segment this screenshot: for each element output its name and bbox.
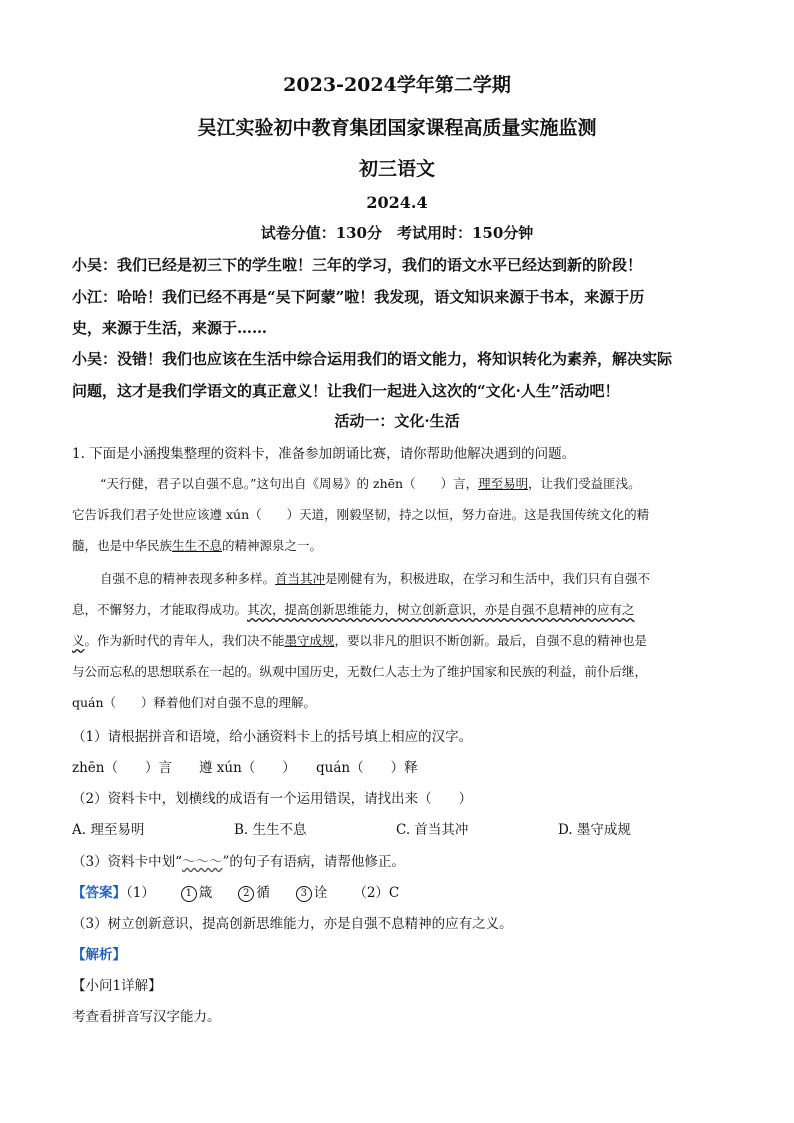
intro-line-1: 小吴：我们已经是初三下的学生啦！三年的学习，我们的语文水平已经达到新的阶段！ — [72, 256, 643, 274]
intro-line-3: 史，来源于生活，来源于…… — [72, 319, 268, 337]
wavy-line-mark: ～～～ — [182, 854, 223, 870]
option-d: D. 墨守成规 — [558, 822, 631, 838]
subject-title: 初三语文 — [358, 158, 435, 180]
option-c: C. 首当其冲 — [396, 822, 469, 838]
card-line-3: 髓，也是中华民族生生不息的精神源泉之一。 — [72, 538, 323, 553]
sub-question-1: （1）请根据拼音和语境，给小涵资料卡上的括号填上相应的汉字。 — [72, 729, 473, 745]
answer-char-2: 循 — [256, 885, 270, 901]
idiom-3: 首当其冲 — [275, 571, 326, 586]
wavy-sentence-part-2: 义 — [72, 633, 85, 648]
card-line-8: quán（ ）释着他们对自强不息的理解。 — [72, 695, 317, 710]
card-line-6: 义。作为新时代的青年人，我们决不能墨守成规，要以非凡的胆识不断创新。最后，自强不息的精神也是 — [72, 633, 648, 648]
circled-number-1: 1 — [181, 886, 197, 902]
sub-question-1-blanks: zhēn（ ）言 遵 xún（ ） quán（ ）释 — [72, 760, 418, 776]
analysis-tag: 【解析】 — [72, 947, 126, 963]
options-row — [72, 818, 722, 838]
card-line-1: “天行健，君子以自强不息。”这句出自《周易》的 zhēn（ ）言，理至易明，让我们受益匪浅。 — [100, 476, 641, 491]
option-a: A. 理至易明 — [72, 822, 145, 838]
sub-question-2: （2）资料卡中，划横线的成语有一个运用错误，请找出来（ ） — [72, 791, 473, 807]
activity-title: 活动一：文化·生活 — [334, 412, 460, 430]
exam-info: 试卷分值：130分 考试用时：150分钟 — [260, 224, 534, 242]
exam-title: 吴江实验初中教育集团国家课程高质量实施监测 — [197, 117, 597, 139]
answer-line-2: （3）树立创新意识，提高创新思维能力，亦是自强不息精神的应有之义。 — [72, 916, 513, 932]
answer-char-3: 诠 — [313, 885, 328, 901]
analysis-text: 考查看拼音写汉字能力。 — [72, 1009, 221, 1025]
idiom-4: 墨守成规 — [284, 633, 335, 648]
wavy-sentence-part-1: 其次，提高创新思维能力，树立创新意识，亦是自强不息精神的应有之 — [247, 602, 635, 617]
circled-number-3: 3 — [296, 886, 312, 902]
option-b: B. 生生不息 — [234, 822, 307, 838]
card-line-5: 息，不懈努力，才能取得成功。其次，提高创新思维能力，树立创新意识，亦是自强不息精神的应有之 — [72, 602, 635, 617]
idiom-2: 生生不息 — [172, 538, 223, 553]
answer-tag: 【答案】 — [72, 885, 126, 901]
card-line-7: 与公而忘私的思想联系在一起的。纵观中国历史，无数仁人志士为了维护国家和民族的利益，前仆后继， — [72, 664, 648, 679]
answer-char-1: 箴 — [198, 885, 213, 901]
intro-line-2: 小江：哈哈！我们已经不再是“吴下阿蒙”啦！我发现，语文知识来源于书本，来源于历 — [72, 288, 645, 306]
exam-date: 2024.4 — [366, 193, 428, 212]
answer-line-1: 【答案】（1） 1 箴 2 循 3 诠 （2）C — [72, 885, 400, 901]
analysis-sub-title: 【小问1详解】 — [72, 978, 162, 994]
term-heading: 2023-2024学年第二学期 — [283, 74, 511, 96]
intro-line-4: 小吴：没错！我们也应该在生活中综合运用我们的语文能力，将知识转化为素养，解决实际 — [72, 350, 673, 368]
circled-number-2: 2 — [238, 886, 254, 902]
card-line-2: 它告诉我们君子处世应该遵 xún（ ）天道，刚毅坚韧，持之以恒，努力奋进。这是我国传统文化的精 — [72, 507, 650, 522]
sub-question-3: （3）资料卡中划“～～～”的句子有语病，请帮他修正。 — [72, 854, 405, 870]
card-line-4: 自强不息的精神表现多种多样。首当其冲是刚健有为，积极进取，在学习和生活中，我们只有自强不 — [100, 571, 651, 586]
question-1-stem: 1. 下面是小涵搜集整理的资料卡，准备参加朗诵比赛，请你帮助他解决遇到的问题。 — [72, 446, 576, 462]
idiom-1: 理至易明 — [478, 476, 529, 491]
analysis-tag-line — [72, 943, 722, 963]
intro-line-5: 问题，这才是我们学语文的真正意义！让我们一起进入这次的“文化·人生”活动吧！ — [72, 382, 620, 400]
